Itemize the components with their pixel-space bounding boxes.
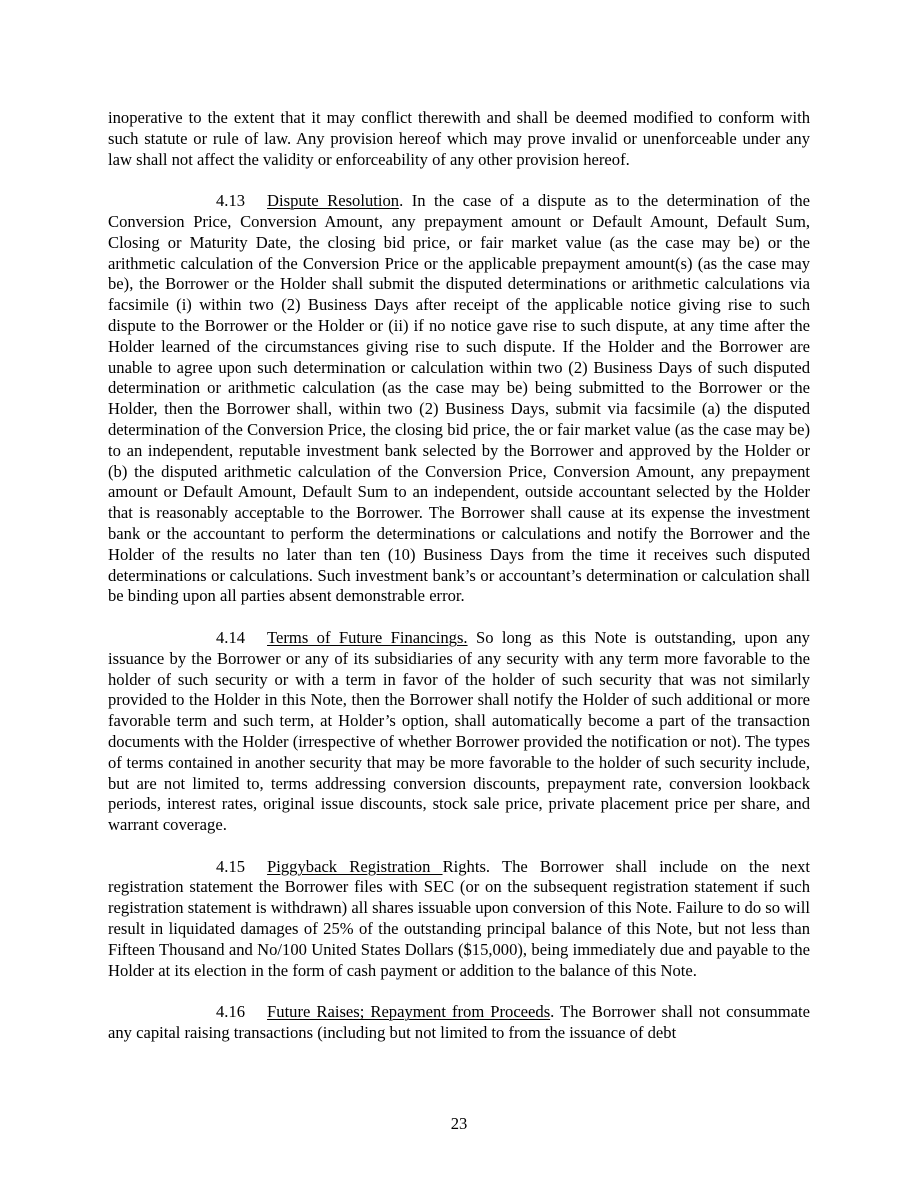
section-number: 4.14 [216,627,246,647]
continuation-paragraph: inoperative to the extent that it may conflict therewith and shall be deemed modified to conform with such statute or rule of law. Any provision hereof which may prove invalid or unenforceable under any law shall not affect the validity or enforceability of any other provision hereof. [108,108,810,169]
section-4-14 [108,628,810,836]
section-body: . The Borrower shall include on the next registration statement the Borrower files with SEC (or on the subsequent registration statement if such registration statement is withdrawn) all shares issuable upon conversion of this Note. Failure to do so will result in liquidated damages of 25% of the outstanding principal balance of this Note, but not less than Fifteen Thousand and No/100 United States Dollars ($15,000), being immediately due and payable to the Holder at its election in the form of cash payment or addition to the balance of this Note. [108,856,811,980]
section-4-15 [108,857,810,982]
section-body: . In the case of a dispute as to the determination of the Conversion Price, Conversion Amount, any prepayment amount or Default Amount, Default Sum, Closing or Maturity Date, the closing bid price, or fair market value (as the case may be) or the arithmetic calculation of the Conversion Price or the applicable prepayment amount(s) (as the case may be), the Borrower or the Holder shall submit the disputed determinations or arithmetic calculations via facsimile (i) within two (2) Business Days after receipt of the applicable notice giving rise to such dispute to the Borrower or the Holder or (ii) if no notice gave rise to such dispute, at any time after the Holder learned of the circumstances giving rise to such dispute. If the Holder and the Borrower are unable to agree upon such determination or calculation within two (2) Business Days of such disputed determination or arithmetic calculation (as the case may be) being submitted to the Borrower or the Holder, then the Borrower shall, within two (2) Business Days, submit via facsimile (a) the disputed determination of the Conversion Price, the closing bid price, the or fair market value (as the case may be) to an independent, reputable investment bank selected by the Borrower and approved by the Holder or (b) the disputed arithmetic calculation of the Conversion Price, Conversion Amount, any prepayment amount or Default Amount, Default Sum to an independent, outside accountant selected by the Holder that is reasonably acceptable to the Borrower. The Borrower shall cause at its expense the investment bank or the accountant to perform the determinations or calculations and notify the Borrower and the Holder of the results no later than ten (10) Business Days from the time it receives such disputed determinations or calculations. Such investment bank’s or accountant’s determination or calculation shall be binding upon all parties absent demonstrable error. [108,191,810,606]
document-page [108,108,810,1065]
section-body: So long as this Note is outstanding, upon any issuance by the Borrower or any of its subsidiaries of any security with any term more favorable to the holder of such security or with a term in favor of the holder of such security that was not similarly provided to the Holder in this Note, then the Borrower shall notify the Holder of such additional or more favorable term and such term, at Holder’s option, shall automatically become a part of the transaction documents with the Holder (irrespective of whether Borrower provided the notification or not). The types of terms contained in another security that may be more favorable to the holder of such security include, but are not limited to, terms addressing conversion discounts, prepayment rate, conversion lookback periods, interest rates, original issue discounts, stock sale price, private placement price per share, and warrant coverage. [108,627,810,835]
page-number: 23 [450,1114,468,1133]
section-title: Terms of Future Financings. [267,627,468,647]
section-body: . The Borrower shall not consummate any capital raising transactions (including but not limited to from the issuance of debt [108,1002,810,1043]
section-title: Piggyback Registration [267,856,443,876]
section-4-13 [108,191,810,607]
section-number: 4.13 [216,191,246,211]
section-number: 4.15 [216,856,246,876]
section-title: Future Raises; Repayment from Proceeds [267,1002,551,1022]
section-title-tail: Rights [442,856,486,876]
section-4-16 [108,1002,810,1044]
section-number: 4.16 [216,1002,246,1022]
section-title: Dispute Resolution [267,191,400,211]
